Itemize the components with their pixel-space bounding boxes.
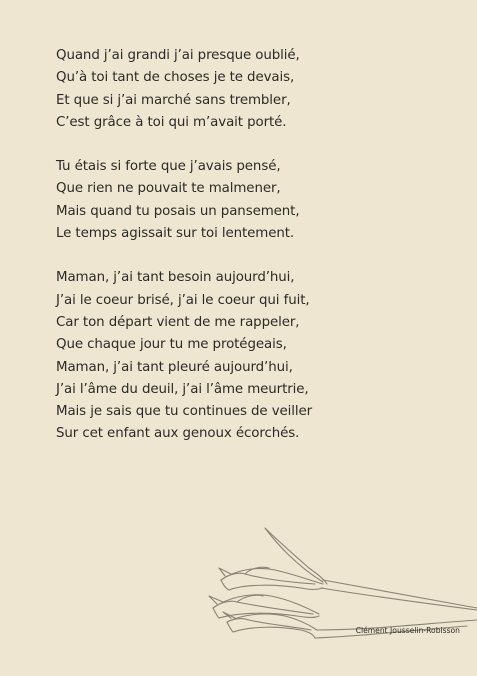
poem-line: Le temps agissait sur toi lentement. bbox=[56, 226, 295, 242]
stanza-3 bbox=[56, 267, 456, 445]
poem-line: Maman, j’ai tant besoin aujourd’hui, bbox=[56, 270, 295, 286]
poem-line: Maman, j’ai tant pleuré aujourd’hui, bbox=[56, 359, 293, 375]
poem-line: Quand j’ai grandi j’ai presque oublié, bbox=[56, 48, 300, 63]
stanza-1 bbox=[56, 45, 456, 134]
poem-line: Sur cet enfant aux genoux écorchés. bbox=[56, 426, 300, 442]
author-signature: Clément Jousselin-Robisson bbox=[355, 626, 460, 635]
poem-text bbox=[56, 45, 456, 468]
poem-line: J’ai le coeur brisé, j’ai le coeur qui fuit, bbox=[56, 292, 310, 308]
poem-line: J’ai l’âme du deuil, j’ai l’âme meurtrie, bbox=[56, 381, 309, 397]
tulip-flower-icon bbox=[205, 518, 477, 668]
poem-line: Qu’à toi tant de choses je te devais, bbox=[56, 70, 295, 86]
poem-line: Que chaque jour tu me protégeais, bbox=[56, 337, 287, 353]
poem-line: Tu étais si forte que j’avais pensé, bbox=[56, 159, 281, 175]
poem-line: Et que si j’ai marché sans trembler, bbox=[56, 92, 291, 108]
stanza-2 bbox=[56, 156, 456, 245]
poem-line: C’est grâce à toi qui m’avait porté. bbox=[56, 114, 287, 130]
poem-line: Mais je sais que tu continues de veiller bbox=[56, 404, 313, 420]
poem-line: Mais quand tu posais un pansement, bbox=[56, 203, 300, 219]
poem-line: Car ton départ vient de me rappeler, bbox=[56, 314, 300, 330]
poem-line: Que rien ne pouvait te malmener, bbox=[56, 181, 281, 197]
